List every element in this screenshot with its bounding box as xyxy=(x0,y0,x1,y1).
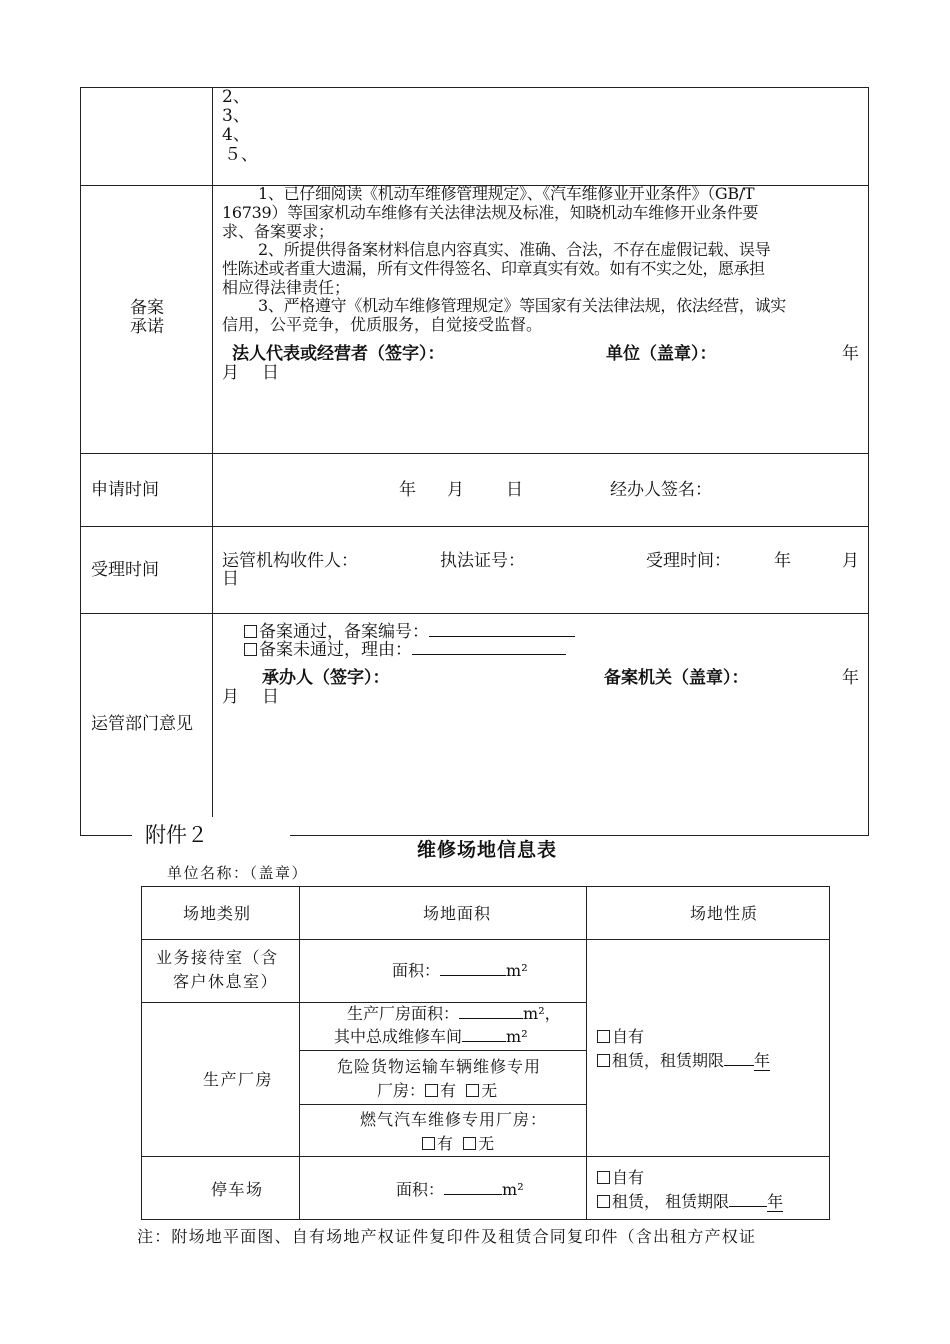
nature-lease-option[interactable] xyxy=(597,1051,770,1071)
commitment-line: 相应得法律责任； xyxy=(222,278,351,297)
opinion-label: 运管部门意见 xyxy=(91,714,193,734)
column-header: 场地面积 xyxy=(423,904,492,923)
cert-number-label: 执法证号： xyxy=(440,551,525,571)
checkbox[interactable] xyxy=(244,625,257,638)
filing-passed-label: 备案通过，备案编号： xyxy=(259,622,429,642)
checkbox[interactable] xyxy=(466,1084,479,1097)
footnote: 注：附场地平面图、自有场地产权证件复印件及租赁合同复印件（含出租方产权证 xyxy=(137,1227,757,1246)
hazmat-label: 危险货物运输车辆维修专用 xyxy=(337,1057,542,1076)
filing-failed-label: 备案未通过，理由： xyxy=(259,640,412,660)
filing-authority-seal: 备案机关（盖章）： xyxy=(604,668,749,688)
checkbox[interactable] xyxy=(597,1030,610,1043)
date-month: 月 xyxy=(447,480,464,500)
own-label: 自有 xyxy=(612,1168,645,1187)
date-day: 日 xyxy=(262,363,279,383)
year-unit: 年 xyxy=(767,1192,784,1211)
assembly-blank[interactable] xyxy=(462,1027,506,1042)
list-item: ５、 xyxy=(224,145,258,165)
list-item: 3、 xyxy=(222,106,250,126)
has-label: 有 xyxy=(437,1134,454,1153)
nature-own-option[interactable] xyxy=(597,1027,644,1046)
date-year: 年 xyxy=(842,344,859,364)
parking-area xyxy=(396,1180,524,1199)
lease-term-blank[interactable] xyxy=(729,1192,767,1207)
production-label: 生产厂房 xyxy=(203,1070,274,1089)
reason-blank[interactable] xyxy=(412,640,566,655)
date-month: 月 xyxy=(222,363,239,383)
gas-options xyxy=(422,1134,494,1153)
lease-label: 租赁， 租赁期限 xyxy=(612,1192,730,1211)
none-label: 无 xyxy=(478,1134,495,1153)
date-day: 日 xyxy=(262,687,279,707)
legal-rep-signature: 法人代表或经营者（签字）： xyxy=(232,344,445,364)
column-header: 场地类别 xyxy=(183,904,252,923)
handler-signature: 经办人签名： xyxy=(610,480,712,500)
hazmat-prefix: 厂房： xyxy=(377,1081,426,1100)
column-header: 场地性质 xyxy=(690,904,759,923)
commitment-line: 2、所提供得备案材料信息内容真实、准确、合法，不存在虚假记载、误导 xyxy=(258,240,771,259)
sqm-unit: m² xyxy=(502,1180,524,1199)
assembly-area xyxy=(334,1027,528,1046)
date-day: 日 xyxy=(222,569,239,589)
area-label: 面积： xyxy=(392,961,441,980)
sqm-unit: m² xyxy=(506,961,528,980)
commitment-line: 信用，公平竞争，优质服务，自觉接受监督。 xyxy=(222,315,543,334)
checkbox[interactable] xyxy=(597,1195,610,1208)
gas-label: 燃气汽车维修专用厂房： xyxy=(360,1110,548,1129)
apply-time-label: 申请时间 xyxy=(91,480,159,500)
filing-failed-option[interactable] xyxy=(244,640,566,660)
date-year: 年 xyxy=(774,551,791,571)
sqm-unit: m²， xyxy=(523,1004,561,1023)
sqm-unit: m² xyxy=(506,1027,528,1046)
checkbox[interactable] xyxy=(425,1084,438,1097)
reception-area xyxy=(392,961,528,980)
own-label: 自有 xyxy=(612,1027,645,1046)
commitment-line: 1、已仔细阅读《机动车维修管理规定》、《汽车维修业开业条件》（GB/T xyxy=(258,184,755,203)
lease-label: 租赁，租赁期限 xyxy=(612,1051,725,1070)
attachment-label: 附件２ xyxy=(145,823,208,847)
commitment-line: 性陈述或者重大遗漏，所有文件得签名、印章真实有效。如有不实之处，愿承担 xyxy=(222,259,765,278)
commitment-line: 求、备案要求； xyxy=(222,222,335,241)
page-title: 维修场地信息表 xyxy=(417,839,558,861)
filing-number-blank[interactable] xyxy=(429,622,575,637)
hazmat-options xyxy=(377,1081,497,1100)
accept-time-field: 受理时间： xyxy=(646,551,731,571)
commitment-line: 3、严格遵守《机动车维修管理规定》等国家有关法律法规，依法经营，诚实 xyxy=(258,296,786,315)
unit-seal: 单位（盖章）： xyxy=(606,344,717,364)
checkbox[interactable] xyxy=(244,643,257,656)
parking-lease-option[interactable] xyxy=(597,1192,783,1212)
date-day: 日 xyxy=(506,480,523,500)
checkbox[interactable] xyxy=(597,1171,610,1184)
accept-time-label: 受理时间 xyxy=(91,560,159,580)
commitment-label: 承诺 xyxy=(130,317,164,337)
prod-area-blank[interactable] xyxy=(459,1004,523,1019)
list-item: 2、 xyxy=(222,87,250,107)
none-label: 无 xyxy=(481,1081,498,1100)
year-unit: 年 xyxy=(754,1051,771,1070)
area-blank[interactable] xyxy=(440,961,506,976)
area-label: 面积： xyxy=(396,1180,445,1199)
date-year: 年 xyxy=(399,480,416,500)
assembly-label: 其中总成维修车间 xyxy=(334,1027,463,1046)
prod-area-label: 生产厂房面积： xyxy=(347,1004,460,1023)
date-month: 月 xyxy=(842,551,859,571)
date-month: 月 xyxy=(222,687,239,707)
unit-name-label: 单位名称：（盖章） xyxy=(167,864,309,882)
lease-term-blank[interactable] xyxy=(724,1051,754,1066)
undertaker-signature: 承办人（签字）： xyxy=(262,668,390,688)
receiver-label: 运管机构收件人： xyxy=(222,551,358,571)
filing-passed-option[interactable] xyxy=(244,622,575,642)
reception-label: 业务接待室（含 xyxy=(156,948,279,967)
commitment-line: 16739）等国家机动车维修有关法律法规及标准，知晓机动车维修开业条件要 xyxy=(222,203,759,222)
commitment-label: 备案 xyxy=(130,298,164,318)
parking-label: 停车场 xyxy=(211,1180,264,1199)
checkbox[interactable] xyxy=(597,1054,610,1067)
area-blank[interactable] xyxy=(444,1180,502,1195)
production-area xyxy=(347,1004,561,1023)
parking-own-option[interactable] xyxy=(597,1168,644,1187)
has-label: 有 xyxy=(440,1081,457,1100)
checkbox[interactable] xyxy=(463,1137,476,1150)
reception-label: 客户休息室） xyxy=(173,972,279,991)
date-year: 年 xyxy=(842,668,859,688)
checkbox[interactable] xyxy=(422,1137,435,1150)
list-item: 4、 xyxy=(222,125,250,145)
